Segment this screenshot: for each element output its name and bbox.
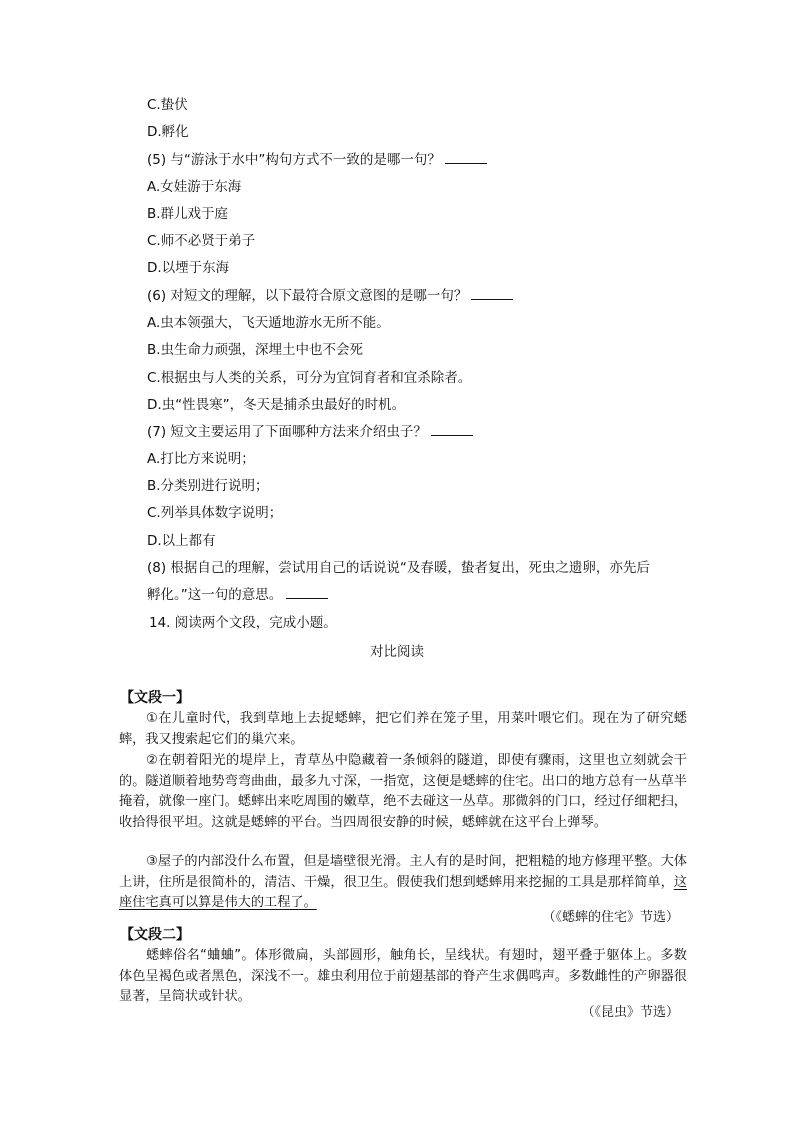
option-6d: D.虫“性畏寒”，冬天是捕杀虫最好的时机。	[147, 397, 406, 413]
question-5-text: (5) 与“游泳于水中”构句方式不一致的是哪一句？	[147, 152, 441, 168]
question-6-text: (6) 对短文的理解，以下最符合原文意图的是哪一句？	[147, 288, 468, 304]
underlined-sentence: 这座住宅真可以算是伟大的工程了。	[119, 874, 687, 910]
question-8: (8) 根据自己的理解，尝试用自己的话说说“及春暖，蛰者复出，死虫之遗卵，亦先后	[147, 560, 650, 576]
option-5a: A.女娃游于东海	[147, 179, 242, 195]
option-c-zhefu: C.蛰伏	[147, 97, 188, 113]
reading-title: 对比阅读	[370, 644, 424, 660]
section-1-paragraph-2: ②在朝着阳光的堤岸上，青草丛中隐藏着一条倾斜的隧道，即使有骤雨，这里也立刻就会干的。隧道顺着地势弯弯曲曲，最多九寸深，一指宽，这便是蟋蟀的住宅。出口的地方总有一丛草半掩着，就像一座门。蟋蟀出来吃周围的嫩草，绝不去碰这一丛草。那微斜的门口，经过仔细耙扫，收拾得很平坦。这就是蟋蟀的平台。当四周很安静的时候，蟋蟀就在这平台上弹琴。	[119, 753, 687, 830]
answer-blank	[445, 150, 487, 164]
option-7b: B.分类别进行说明；	[147, 478, 269, 494]
question-8-cont	[147, 585, 328, 605]
question-6	[147, 286, 513, 306]
option-5b: B.群儿戏于庭	[147, 206, 229, 222]
option-5d: D.以堙于东海	[147, 260, 230, 276]
option-6c: C.根据虫与人类的关系，可分为宜饲育者和宜杀除者。	[147, 370, 472, 386]
section-1-paragraph-3	[119, 852, 687, 914]
section-2-paragraph-1: 蟋蟀俗名“蛐蛐”。体形微扁，头部圆形，触角长，呈线状。有翅时，翅平叠于躯体上。多数体色呈褐色或者黑色，深浅不一。雄虫利用位于前翅基部的脊产生求偶鸣声。多数雌性的产卵器很显著，呈筒状或针状。	[119, 948, 687, 1004]
section-2-source: （《昆虫》节选）	[581, 1005, 679, 1020]
section-1-paragraph-1: ①在儿童时代，我到草地上去捉蟋蟀，把它们养在笼子里，用菜叶喂它们。现在为了研究蟋蟀，我又搜索起它们的巢穴来。	[119, 711, 687, 747]
question-7	[147, 422, 473, 442]
option-7c: C.列举具体数字说明；	[147, 505, 283, 521]
option-7d: D.以上都有	[147, 533, 216, 549]
option-6b: B.虫生命力顽强，深埋土中也不会死	[147, 342, 364, 358]
option-7a: A.打比方来说明；	[147, 451, 255, 467]
option-5c: C.师不必贤于弟子	[147, 233, 256, 249]
question-8-cont-text: 孵化。”这一句的意思。	[147, 587, 283, 603]
section-2-label: 【文段二】	[120, 927, 190, 943]
option-d-fuhua: D.孵化	[147, 124, 189, 140]
answer-blank	[431, 422, 473, 436]
question-7-text: (7) 短文主要运用了下面哪种方法来介绍虫子？	[147, 424, 427, 440]
answer-blank	[471, 286, 513, 300]
section-1-paragraph-3-text: ③屋子的内部没什么布置，但是墙壁很光滑。主人有的是时间，把粗糙的地方修理平整。大体上讲，住所是很简朴的，清洁、干燥，很卫生。假使我们想到蟋蟀用来挖掘的工具是那样简单，	[119, 854, 687, 890]
answer-blank	[286, 585, 328, 599]
section-1-source: （《蟋蟀的住宅》节选）	[542, 910, 679, 925]
section-1-label: 【文段一】	[120, 690, 190, 706]
question-5	[147, 150, 487, 170]
question-14: 14. 阅读两个文段，完成小题。	[149, 615, 337, 631]
option-6a: A.虫本领强大，飞天遁地游水无所不能。	[147, 315, 390, 331]
